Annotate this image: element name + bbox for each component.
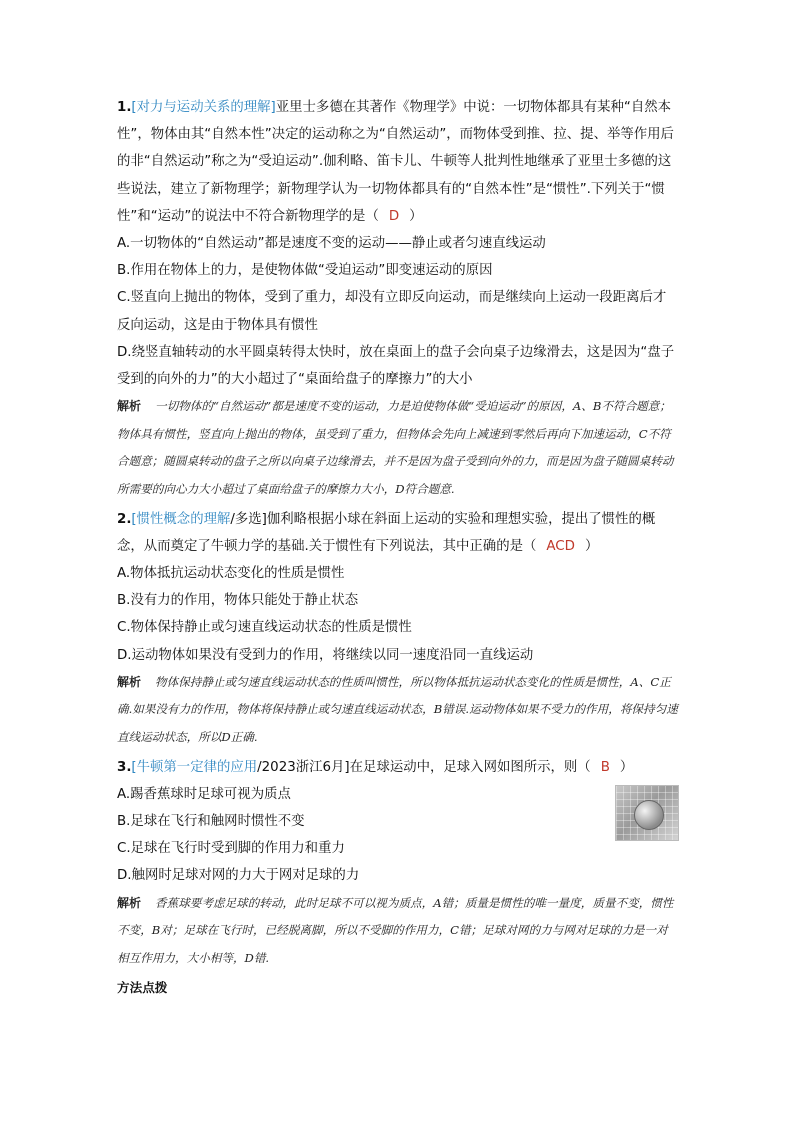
- topic-tag: [惯性概念的理解: [131, 511, 231, 527]
- topic-tag-extra: /2023浙江6月]: [257, 759, 350, 775]
- option-b: B.足球在飞行和触网时惯性不变: [117, 814, 305, 830]
- question-2-stem: [117, 506, 679, 560]
- bracket-close: ）: [584, 538, 599, 554]
- option-c: C.足球在飞行时受到脚的作用力和重力: [117, 841, 345, 857]
- explanation-text: 一切物体的“自然运动”都是速度不变的运动，力是迫使物体做“受迫运动”的原因，A、B不符合题意；物体具有惯性，竖直向上抛出的物体，虽受到了重力，但物体会先向上减速到零然后再向下加速运动，C不符合题意；随圆桌转动的盘子之所以向桌子边缘滑去，并不是因为盘子受到向外的力，而是因为盘子随圆桌转动所需要的向心力大小超过了桌面给盘子的摩擦力大小，D符合题意.: [117, 399, 674, 497]
- question-number: 2.: [117, 511, 132, 527]
- question-number: 1.: [117, 100, 132, 115]
- question-text: 在足球运动中，足球入网如图所示，则（: [349, 759, 591, 775]
- option-a: A.物体抵抗运动状态变化的性质是惯性: [117, 566, 345, 582]
- explanation-1: [117, 393, 679, 503]
- topic-tag-extra: /多选]: [230, 511, 267, 527]
- option-b: B.作用在物体上的力，是使物体做“受迫运动”即变速运动的原因: [117, 263, 493, 279]
- explanation-3: [117, 890, 679, 973]
- explanation-text: 物体保持静止或匀速直线运动状态的性质叫惯性，所以物体抵抗运动状态变化的性质是惯性，A、C正确.如果没有力的作用，物体将保持静止或匀速直线运动状态，B错误.运动物体如果不受力的作用，将保持匀速直线运动状态，所以D正确.: [117, 674, 678, 745]
- question-text: 亚里士多德在其著作《物理学》中说：一切物体都具有某种“自然本性”，物体由其“自然本性”决定的运动称之为“自然运动”，而物体受到推、拉、提、举等作用后的非“自然运动”称之为“受迫运动”.伽利略、笛卡儿、牛顿等人批判性地继承了亚里士多德的这些说法，建立了新物理学；新物理学认为一切物体都具有的“自然本性”是“惯性”.下列关于“惯性”和“运动”的说法中不符合新物理学的是（: [117, 100, 674, 224]
- option-c: C.竖直向上抛出的物体，受到了重力，却没有立即反向运动，而是继续向上运动一段距离后才反向运动，这是由于物体具有惯性: [117, 290, 667, 333]
- method-heading: 方法点拨: [117, 980, 168, 996]
- question-1-stem: [117, 94, 679, 230]
- explanation-text: 香蕉球要考虑足球的转动，此时足球不可以视为质点，A错；质量是惯性的唯一量度，质量不变，惯性不变，B对；足球在飞行时，已经脱离脚，所以不受脚的作用力，C错；足球对网的力与网对足球的力是一对相互作用力，大小相等，D错.: [117, 895, 674, 965]
- explanation-2: [117, 669, 679, 752]
- option-d: D.运动物体如果没有受到力的作用，将继续以同一速度沿同一直线运动: [117, 647, 534, 663]
- topic-tag: [对力与运动关系的理解]: [131, 100, 276, 115]
- explanation-label: 解析: [117, 399, 142, 414]
- option-a: A.一切物体的“自然运动”都是速度不变的运动——静止或者匀速直线运动: [117, 236, 546, 252]
- football-net-image: [615, 785, 679, 841]
- explanation-label: 解析: [117, 895, 142, 910]
- bracket-close: ）: [409, 208, 423, 224]
- option-d: D.绕竖直轴转动的水平圆桌转得太快时，放在桌面上的盘子会向桌子边缘滑去，这是因为“盘子受到的向外的力”的大小超过了“桌面给盘子的摩擦力”的大小: [117, 344, 675, 388]
- answer: D: [388, 208, 400, 224]
- option-d: D.触网时足球对网的力大于网对足球的力: [117, 868, 360, 884]
- option-a: A.踢香蕉球时足球可视为质点: [117, 786, 291, 802]
- topic-tag: [牛顿第一定律的应用: [131, 759, 258, 775]
- football-icon: [634, 800, 664, 830]
- option-b: B.没有力的作用，物体只能处于静止状态: [117, 593, 359, 609]
- question-3-options: [117, 781, 679, 890]
- bracket-close: ）: [619, 759, 634, 775]
- question-3-stem: [117, 754, 679, 781]
- answer: ACD: [546, 538, 575, 554]
- option-c: C.物体保持静止或匀速直线运动状态的性质是惯性: [117, 620, 412, 636]
- document-page: [117, 94, 679, 1013]
- answer: B: [600, 759, 610, 775]
- explanation-label: 解析: [117, 674, 142, 689]
- question-text: 伽利略根据小球在斜面上运动的实验和理想实验，提出了惯性的概念，从而奠定了牛顿力学的基础.关于惯性有下列说法，其中正确的是（: [117, 511, 656, 554]
- question-number: 3.: [117, 759, 132, 775]
